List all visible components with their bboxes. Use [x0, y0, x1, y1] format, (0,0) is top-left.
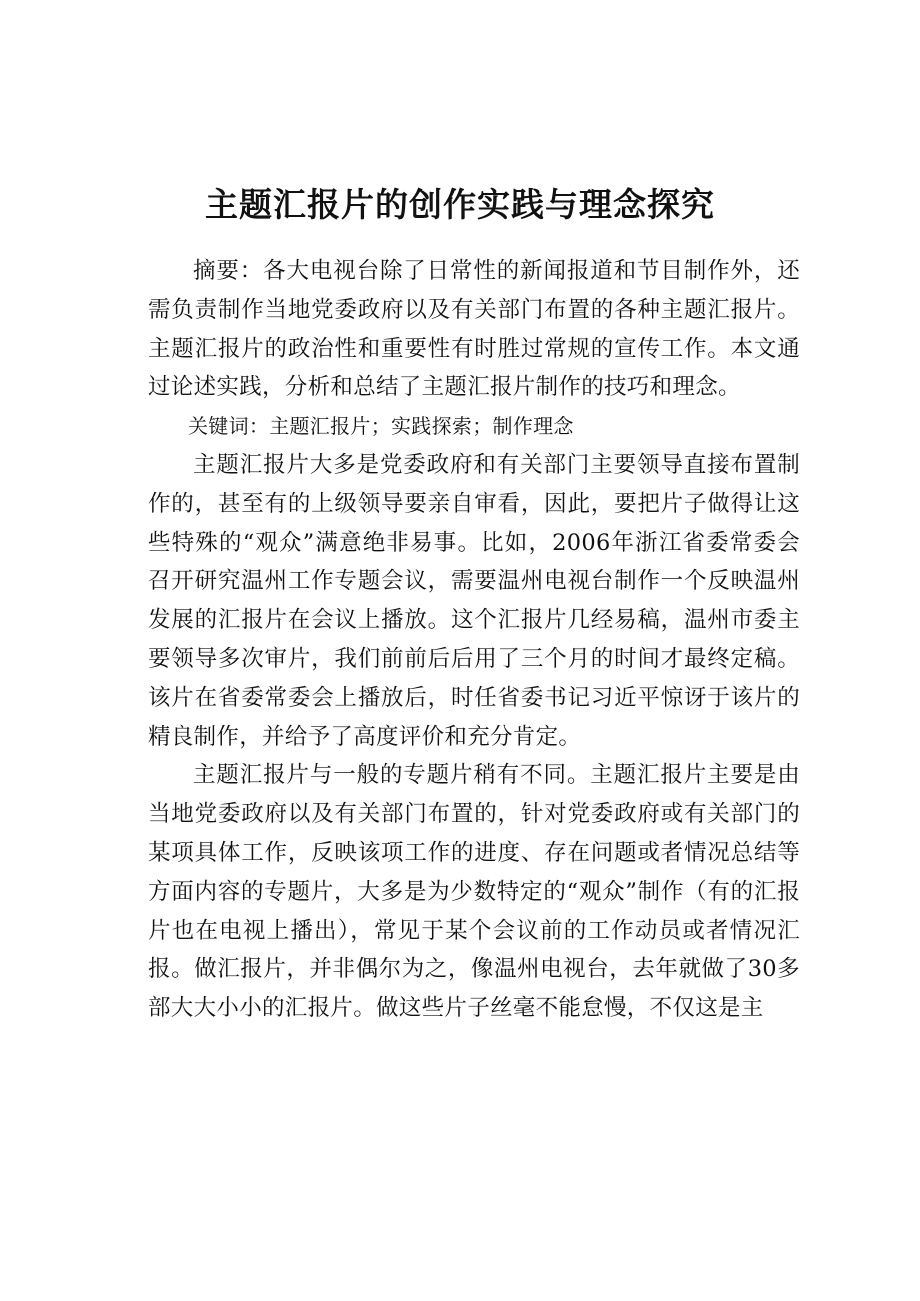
body-paragraph: 主题汇报片与一般的专题片稍有不同。主题汇报片主要是由当地党委政府以及有关部门布置的，针对党委政府或有关部门的某项具体工作，反映该项工作的进度、存在问题或者情况总结等方面内容的专题片，大多是为少数特定的“观众”制作（有的汇报片也在电视上播出），常见于某个会议前的工作动员或者情况汇报。做汇报片，并非偶尔为之，像温州电视台，去年就做了30多部大大小小的汇报片。做这些片子丝毫不能怠慢，不仅这是主	[148, 762, 800, 1022]
body-paragraph: 主题汇报片大多是党委政府和有关部门主要领导直接布置制作的，甚至有的上级领导要亲自审看，因此，要把片子做得让这些特殊的“观众”满意绝非易事。比如，2006年浙江省委常委会召开研究温州工作专题会议，需要温州电视台制作一个反映温州发展的汇报片在会议上播放。这个汇报片几经易稿，温州市委主要领导多次审片，我们前前后后用了三个月的时间才最终定稿。该片在省委常委会上播放后，时任省委书记习近平惊讶于该片的精良制作，并给予了高度评价和充分肯定。	[148, 451, 800, 750]
page-title: 主题汇报片的创作实践与理念探究	[205, 185, 715, 225]
keywords-paragraph: 关键词：主题汇报片；实践探索；制作理念	[188, 414, 574, 439]
abstract-paragraph: 摘要：各大电视台除了日常性的新闻报道和节目制作外，还需负责制作当地党委政府以及有关部门布置的各种主题汇报片。主题汇报片的政治性和重要性有时胜过常规的宣传工作。本文通过论述实践，分析和总结了主题汇报片制作的技巧和理念。	[148, 258, 800, 401]
document-body	[148, 252, 800, 1028]
